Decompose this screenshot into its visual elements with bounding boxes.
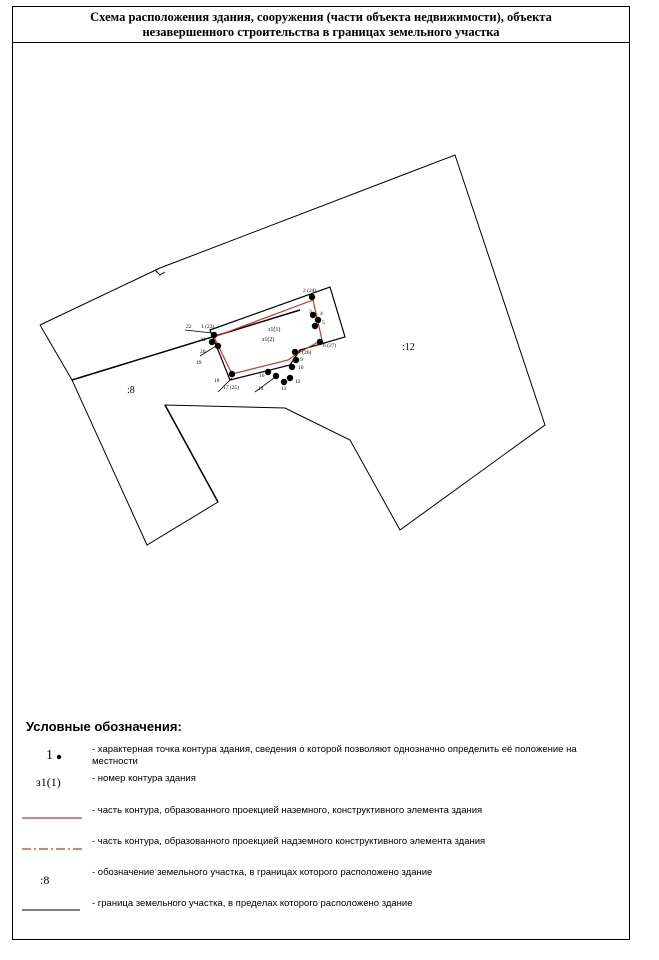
label-point-5: 5 xyxy=(322,320,325,326)
label-point-18: 18 xyxy=(214,378,220,384)
legend-contour-symbol: з1(1) xyxy=(36,775,61,789)
point-10 xyxy=(289,364,295,370)
point-16 xyxy=(265,369,271,375)
label-point-19: 19 xyxy=(196,360,202,366)
header-line-2: незавершенного строительства в границах земельного участка xyxy=(142,25,500,39)
label-point-10: 10 xyxy=(298,365,304,371)
legend-item-above-contour: - часть контура, образованного проекцией надземного конструктивного элемента здания xyxy=(92,836,486,847)
parcel-boundary-closing xyxy=(40,325,72,380)
parcel-division-line xyxy=(72,310,300,380)
label-point-13: 13 xyxy=(281,386,287,392)
label-point-14: 14 xyxy=(258,386,264,392)
label-point-12: 12 xyxy=(295,379,301,385)
legend-item-contour-number: - номер контура здания xyxy=(92,773,196,784)
point-9 xyxy=(293,357,299,363)
point-12 xyxy=(287,375,293,381)
parcel-label-12: :12 xyxy=(402,342,415,353)
parcel-notch xyxy=(155,270,165,275)
point-4 xyxy=(315,317,321,323)
legend-item-parcel-boundary: - граница земельного участка, в пределах которого расположено здание xyxy=(92,898,413,909)
label-point-9: 9 xyxy=(300,357,303,363)
label-point-22: 22 xyxy=(186,324,192,330)
label-point-17: 17 (25) xyxy=(223,385,240,391)
point-21 xyxy=(209,339,215,345)
label-point-4: 4 xyxy=(320,311,323,317)
contour-label-2: з1(2) xyxy=(262,337,275,343)
building-outline xyxy=(210,287,345,380)
label-point-7: 7 (26) xyxy=(298,350,312,356)
parcel-inner-line xyxy=(165,405,218,502)
parcel-boundary-outer xyxy=(40,155,545,545)
label-point-6: 6 (27) xyxy=(323,343,337,349)
label-point-3: 3 xyxy=(309,309,312,315)
legend-item-ground-contour: - часть контура, образованного проекцией наземного, конструктивного элемента здания xyxy=(92,805,483,816)
label-point-2: 2 (24) xyxy=(303,288,317,294)
legend-point-number: 1 xyxy=(46,748,53,763)
label-point-21: 21 xyxy=(200,337,206,343)
header-line-1: Схема расположения здания, сооружения (части объекта недвижимости), объекта xyxy=(90,10,552,24)
point-2 xyxy=(309,294,315,300)
point-13 xyxy=(281,379,287,385)
legend-title: Условные обозначения: xyxy=(26,719,182,734)
legend-point-dot xyxy=(57,755,61,759)
parcel-label-8: :8 xyxy=(127,385,135,396)
legend-item-point: - характерная точка контура здания, сведения о которой позволяют однозначно определить её положение на местности xyxy=(92,744,577,767)
point-17 xyxy=(229,371,235,377)
point-5 xyxy=(312,323,318,329)
label-point-1: 1 (23) xyxy=(201,324,215,330)
legend-parcel-symbol: :8 xyxy=(40,873,50,887)
contour-label-1: з1(1) xyxy=(268,327,281,333)
label-point-20: 20 xyxy=(200,349,206,355)
label-point-16: 16 xyxy=(259,373,265,379)
legend-item-parcel-designation: - обозначение земельного участка, в границах которого расположено здание xyxy=(92,867,433,878)
